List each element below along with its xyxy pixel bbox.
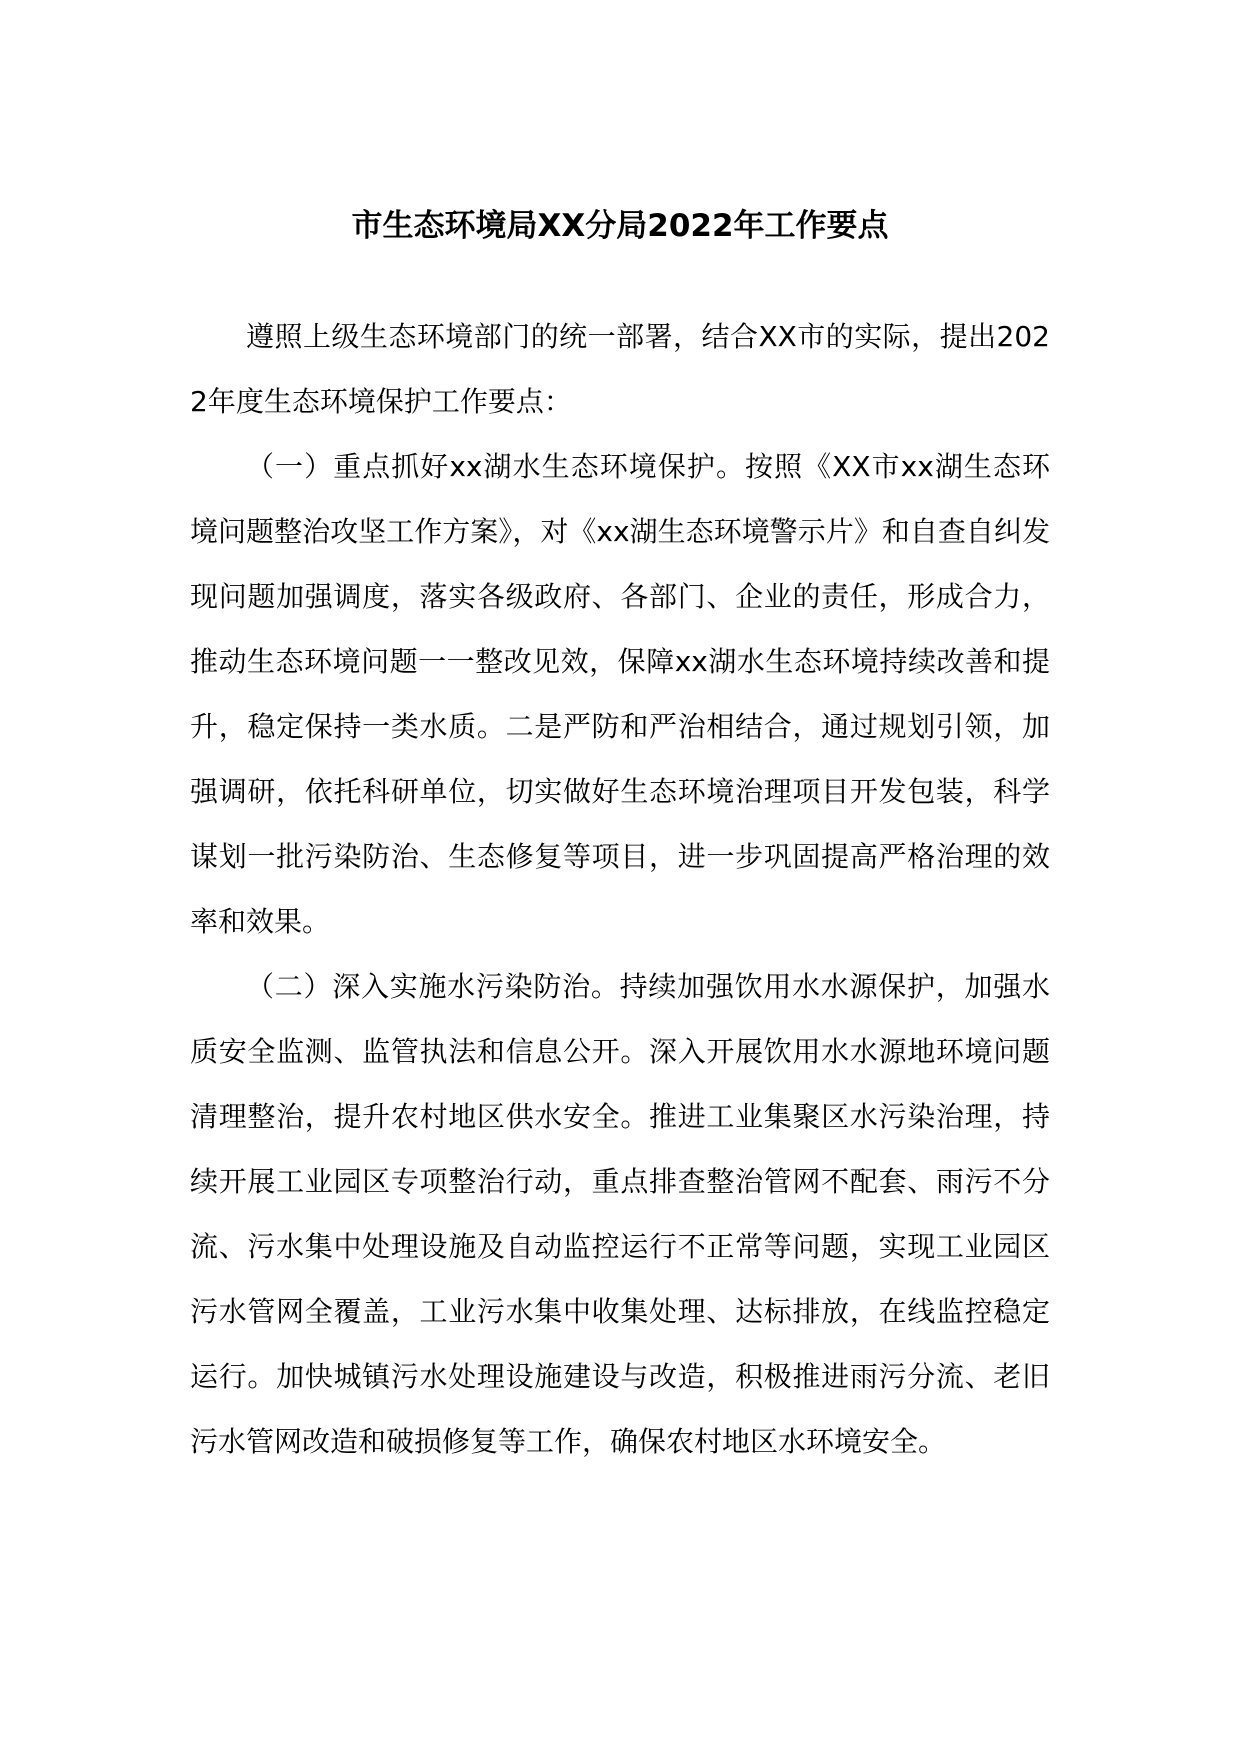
intro-paragraph: 遵照上级生态环境部门的统一部署，结合XX市的实际，提出2022年度生态环境保护工作要点： xyxy=(190,320,1050,418)
section-two-paragraph: （二）深入实施水污染防治。持续加强饮用水水源保护，加强水质安全监测、监管执法和信息公开。深入开展饮用水水源地环境问题清理整治，提升农村地区供水安全。推进工业集聚区水污染治理，持续开展工业园区专项整治行动，重点排查整治管网不配套、雨污不分流、污水集中处理设施及自动监控运行不正常等问题，实现工业园区污水管网全覆盖，工业污水集中收集处理、达标排放，在线监控稳定运行。加快城镇污水处理设施建设与改造，积极推进雨污分流、老旧污水管网改造和破损修复等工作，确保农村地区水环境安全。 xyxy=(190,970,1050,1458)
section-one-paragraph: （一）重点抓好xx湖水生态环境保护。按照《XX市xx湖生态环境问题整治攻坚工作方案》，对《xx湖生态环境警示片》和自查自纠发现问题加强调度，落实各级政府、各部门、企业的责任，形成合力，推动生态环境问题一一整改见效，保障xx湖水生态环境持续改善和提升，稳定保持一类水质。二是严防和严治相结合，通过规划引领，加强调研，依托科研单位，切实做好生态环境治理项目开发包装，科学谋划一批污染防治、生态修复等项目，进一步巩固提高严格治理的效率和效果。 xyxy=(190,450,1050,938)
document-title: 市生态环境局XX分局2022年工作要点 xyxy=(351,208,889,244)
document-body xyxy=(190,304,1050,1474)
